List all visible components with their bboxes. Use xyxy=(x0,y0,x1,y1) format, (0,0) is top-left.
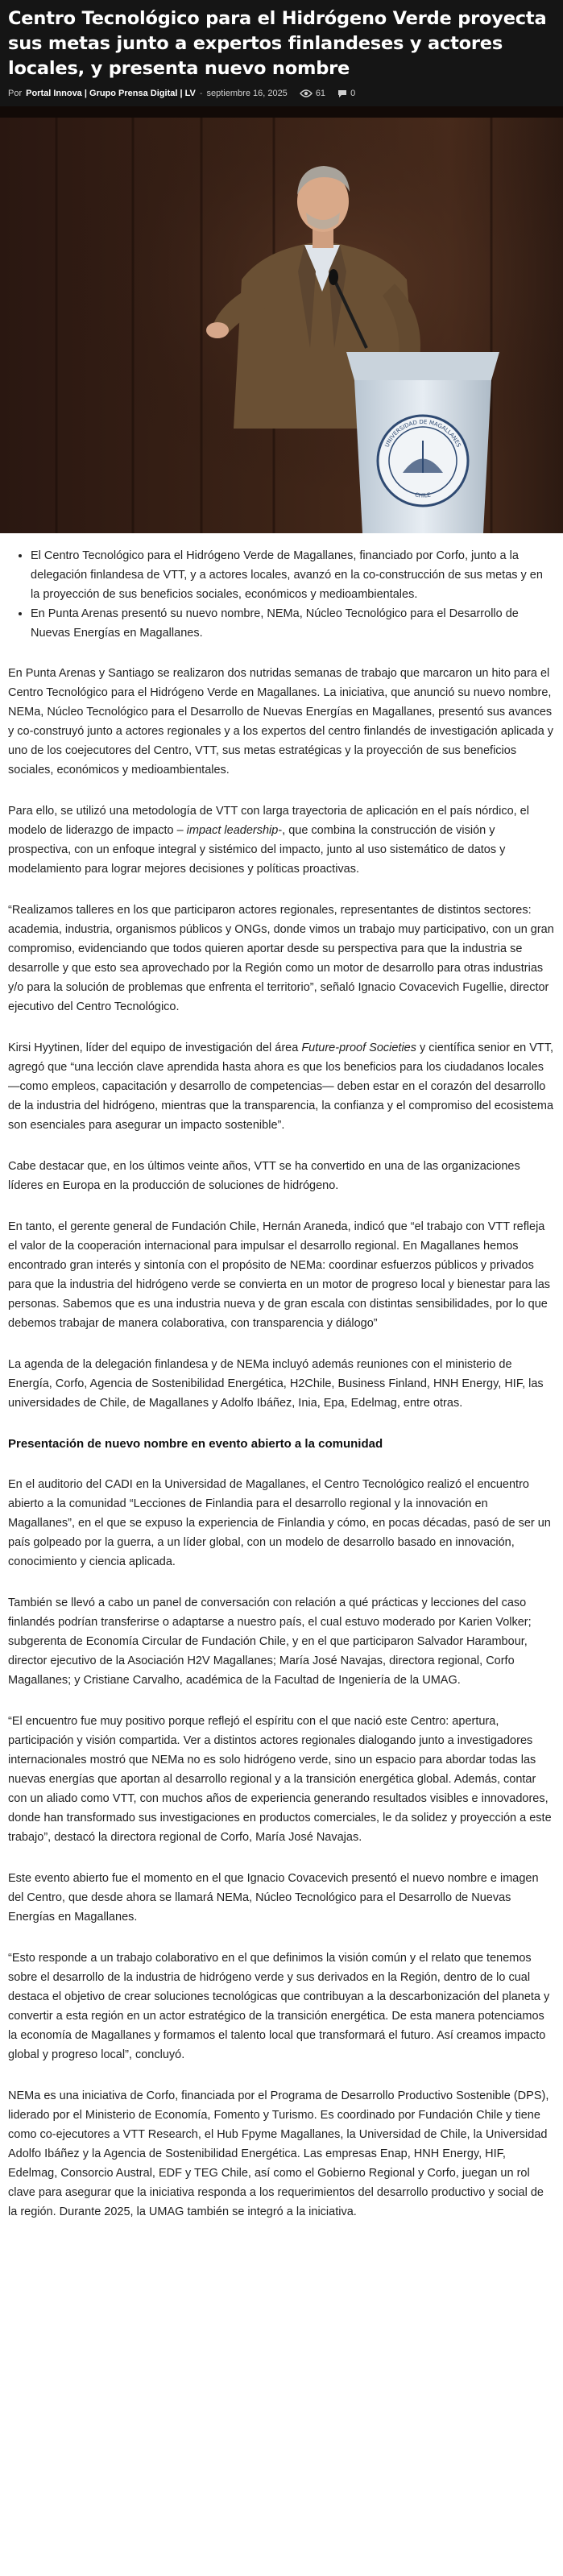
author-link[interactable]: Portal Innova | Grupo Prensa Digital | LV xyxy=(26,89,196,98)
list-item: • El Centro Tecnológico para el Hidrógeno Verde de Magallanes, financiado por Corfo, junto a la delegación finlandesa de VTT, y a actores locales, avanzó en la co-construcción de sus metas y en la proyección de sus beneficios sociales, económicos y medioambientales. xyxy=(31,546,555,604)
summary-list xyxy=(8,546,555,643)
paragraph: En Punta Arenas y Santiago se realizaron dos nutridas semanas de trabajo que marcaron un hito para el Centro Tecnológico para el Hidrógeno Verde en Magallanes. La iniciativa, que anunció su nuevo nombre, NEMa, Núcleo Tecnológico para el Desarrollo de Nuevas Energías en Magallanes, presentó sus avances y co-construyó junto a actores regionales y a los expertos del centro finlandés de investigación aplicada y uno de los coejecutores del Centro, VTT, sus metas estratégicas y la proyección de sus beneficios sociales, económicos y medioambientales. xyxy=(8,667,554,777)
byline-prefix: Por xyxy=(8,89,23,98)
views-counter xyxy=(300,89,325,98)
paragraph: En tanto, el gerente general de Fundación Chile, Hernán Araneda, indicó que “el trabajo con VTT refleja el valor de la cooperación internacional para impulsar el desarrollo regional. En Magallanes hemos encontrado gran interés y sintonía con el propósito de NEMa: coordinar esfuerzos públicos y privados para que la industria del hidrógeno verde se convierta en un motor de progreso local y bienestar para las personas. Sabemos que es una industria nueva y de gran escala con distintas sensibilidades, por lo que debemos trabajar de manera colaborativa, con transparencia y diálogo” xyxy=(8,1220,551,1330)
paragraph: La agenda de la delegación finlandesa y de NEMa incluyó además reuniones con el ministerio de Energía, Corfo, Agencia de Sostenibilidad Energética, H2Chile, Business Finland, HNH Energy, HIF, las universidades de Chile, de Magallanes y Adolfo Ibáñez, Inia, Epa, Edelmag, entre otras. xyxy=(8,1358,544,1410)
comment-icon xyxy=(337,89,347,98)
paragraph: En el auditorio del CADI en la Universidad de Magallanes, el Centro Tecnológico realizó el encuentro abierto a la comunidad “Lecciones de Finlandia para el desarrollo regional y la innovación en Magallanes”, en el que se expuso la experiencia de Finlandia y cómo, en pocas décadas, pasó de ser un país golpeado por la guerra, a un líder global, con un modelo de desarrollo basado en innovación, conocimiento y ciencia aplicada. xyxy=(8,1478,551,1568)
paragraph: También se llevó a cabo un panel de conversación con relación a qué prácticas y lecciones del caso finlandés podrían transferirse o adaptarse a nuestro país, el cual estuvo moderado por Karien Volker; subgerenta de Economía Circular de Fundación Chile, y en el que participaron Salvador Harambour, director ejecutivo de la Asociación H2V Magallanes; María José Navajas, directora regional, Corfo Magallanes; y Cristiane Carvalho, académica de la Facultad de Ingeniería de la UMAG. xyxy=(8,1597,532,1687)
article-meta xyxy=(8,89,555,98)
hero-image xyxy=(0,106,563,533)
paragraph: NEMa es una iniciativa de Corfo, financiada por el Programa de Desarrollo Productivo Sostenible (DPS), liderado por el Ministerio de Economía, Fomento y Turismo. Es coordinado por Fundación Chile y tiene como co-ejecutores a VTT Research, el Hub Fpyme Magallanes, la Universidad de Chile, la Universidad Adolfo Ibáñez y la Agencia de Sostenibilidad Energética. Las empresas Enap, HNH Energy, HIF, Edelmag, Consorcio Austral, EDF y TEG Chile, así como el Gobierno Regional y Corfo, juegan un rol clave para asegurar que la iniciativa responda a los requerimientos del desarrollo productivo y social de la región. Durante 2025, la UMAG también se integró a la iniciativa. xyxy=(8,2089,549,2218)
publish-date: septiembre 16, 2025 xyxy=(206,89,288,98)
section-heading: Presentación de nuevo nombre en evento abierto a la comunidad xyxy=(8,1437,383,1451)
article-title: Centro Tecnológico para el Hidrógeno Verde proyecta sus metas junto a expertos finlandeses y actores locales, y presenta nuevo nombre xyxy=(8,8,547,79)
list-item: • En Punta Arenas presentó su nuevo nombre, NEMa, Núcleo Tecnológico para el Desarrollo de Nuevas Energías en Magallanes. xyxy=(31,604,555,643)
italic-term: Future-proof Societies xyxy=(301,1042,416,1054)
views-count: 61 xyxy=(315,89,326,98)
paragraph: “Esto responde a un trabajo colaborativo en el que definimos la visión común y el relato que tenemos sobre el desarrollo de la industria de hidrógeno verde y sus derivados en la Región, dentro de lo cual destaca el objetivo de crear soluciones tecnológicas que contribuyan a la descarbonización del planeta y convertir a esta región en un actor estratégico de la transición energética. De esta manera potenciamos la economía de Magallanes y formamos el talento local que transformará el futuro. Así creamos impacto global y progreso local”, concluyó. xyxy=(8,1952,550,2061)
meta-separator: - xyxy=(199,89,203,98)
paragraph: “El encuentro fue muy positivo porque reflejó el espíritu con el que nació este Centro: apertura, participación y visión compartida. Ver a distintos actores regionales dialogando junto a investigadores internacionales mostró que NEMa no es solo hidrógeno verde, sino un espacio para abordar todas las nuevas energías que aportan al desarrollo regional y a la transición energética global. Además, contar con un aliado como VTT, con muchos años de experiencia generando resultados visibles e innovadores, donde han transformado sus investigaciones en productos comerciales, le da solidez y proyección a este trabajo”, destacó la directora regional de Corfo, María José Navajas. xyxy=(8,1715,552,1844)
comments-count: 0 xyxy=(350,89,356,98)
seal-top-text: UNIVERSIDAD DE MAGALLANES xyxy=(383,418,462,449)
eye-icon xyxy=(300,89,313,97)
paragraph: Cabe destacar que, en los últimos veinte años, VTT se ha convertido en una de las organizaciones líderes en Europa en la producción de soluciones de hidrógeno. xyxy=(8,1160,520,1192)
article-body xyxy=(0,533,563,2222)
paragraph: Kirsi Hyytinen, líder del equipo de investigación del área Future-proof Societies y científica senior en VTT, agregó que “una lección clave aprendida hasta ahora es que los beneficios para los ciudadanos locales —como empleos, capacitación y desarrollo de competencias— deben estar en el corazón del desarrollo de la industria del hidrógeno, mientras que la transparencia, la confianza y el compromiso del ecosistema son esenciales para asegurar un impacto sostenible”. xyxy=(8,1042,554,1132)
podium xyxy=(346,352,499,533)
article-header xyxy=(0,0,563,106)
italic-term: impact leadership xyxy=(186,824,279,837)
comments-counter[interactable] xyxy=(337,89,355,98)
paragraph: Este evento abierto fue el momento en el que Ignacio Covacevich presentó el nuevo nombre e imagen del Centro, que desde ahora se llamará NEMa, Núcleo Tecnológico para el Desarrollo de Nuevas Energías en Magallanes. xyxy=(8,1872,539,1924)
seal-bottom-text: CHILE xyxy=(414,491,432,499)
paragraph: Para ello, se utilizó una metodología de VTT con larga trayectoria de aplicación en el país nórdico, el modelo de liderazgo de impacto – impact leadership-, que combina la construcción de visión y prospectiva, con un enfoque integral y sistémico del impacto, junto al uso sistemático de datos y modelamiento para lograr mejores decisiones y políticas proactivas. xyxy=(8,805,529,876)
paragraph: “Realizamos talleres en los que participaron actores regionales, representantes de distintos sectores: academia, industria, organismos públicos y ONGs, donde vimos un trabajo muy participativo, con un gran compromiso, evidenciando que todos quieren aportar desde su perspectiva para que la industria se desarrolle y que esto sea aprovechado por la Región como un motor de desarrollo para otras industrias y/o para la solución de problemas que enfrenta el territorio”, señaló Ignacio Covacevich Fugellie, director ejecutivo del Centro Tecnológico. xyxy=(8,904,554,1013)
